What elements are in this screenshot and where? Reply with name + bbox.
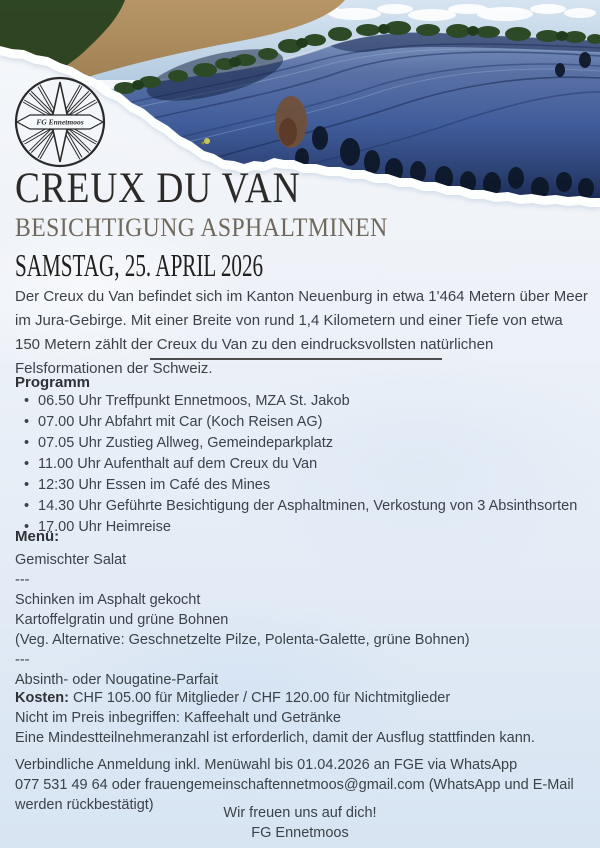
program-item: • 11.00 Uhr Aufenthalt auf dem Creux du Van: [15, 454, 577, 475]
program-item: • 14.30 Uhr Geführte Besichtigung der Asphaltminen, Verkostung von 3 Absinthsorten: [15, 496, 577, 517]
menu-list: [15, 550, 590, 690]
menu-line: (Veg. Alternative: Geschnetzelte Pilze, Polenta-Galette, grüne Bohnen): [15, 632, 470, 648]
program-item: • 07.00 Uhr Abfahrt mit Car (Koch Reisen AG): [15, 412, 577, 433]
org-logo: [8, 70, 112, 174]
program-item: • 07.05 Uhr Zustieg Allweg, Gemeindeparkplatz: [15, 433, 577, 454]
menu-line: Absinth- oder Nougatine-Parfait: [15, 672, 219, 688]
costs-note-excluded: Nicht im Preis inbegriffen: Kaffeehalt und Getränke: [15, 710, 341, 726]
menu-separator: ---: [15, 572, 30, 588]
menu-heading: Menü:: [15, 528, 60, 545]
program-item: • 12:30 Uhr Essen im Café des Mines: [15, 475, 577, 496]
costs-section: [15, 688, 590, 748]
event-subtitle: BESICHTIGUNG ASPHALTMINEN: [15, 213, 388, 242]
costs-line: [15, 688, 590, 708]
program-list: [15, 391, 577, 538]
costs-label: Kosten:: [15, 690, 69, 706]
divider-line: [150, 358, 442, 360]
page-title: CREUX DU VAN: [15, 165, 301, 212]
menu-line: Gemischter Salat: [15, 552, 127, 568]
registration-line: Verbindliche Anmeldung inkl. Menüwahl bis 01.04.2026 an FGE via WhatsApp: [15, 757, 518, 773]
org-name: FG Ennetmoos: [251, 825, 349, 841]
intro-paragraph: Der Creux du Van befindet sich im Kanton Neuenburg in etwa 1'464 Metern über Meer im Jura-Gebirge. Mit einer Breite von rund 1,4 Kilometern und einer Tiefe von etwa 150 Metern zählt der Creux du Van zu den eindrucksvollsten natürlichen Felsformationen der Schweiz.: [15, 288, 588, 377]
closing-line: Wir freuen uns auf dich!: [223, 805, 377, 821]
menu-line: Kartoffelgratin und grüne Bohnen: [15, 612, 229, 628]
costs-note-minimum: Eine Mindestteilnehmeranzahl ist erforderlich, damit der Ausflug stattfinden kann.: [15, 730, 535, 746]
event-date: SAMSTAG, 25. APRIL 2026: [15, 247, 264, 283]
menu-separator: ---: [15, 652, 30, 668]
program-item: • 17.00 Uhr Heimreise: [15, 517, 577, 538]
program-item: • 06.50 Uhr Treffpunkt Ennetmoos, MZA St. Jakob: [15, 391, 577, 412]
registration-line: werden rückbestätigt): [15, 797, 154, 813]
program-heading: Programm: [15, 374, 91, 391]
menu-line: Schinken im Asphalt gekocht: [15, 592, 201, 608]
registration-line: 077 531 49 64 oder frauengemeinschaftennetmoos@gmail.com (WhatsApp und E-Mail: [15, 777, 574, 793]
costs-value: CHF 105.00 für Mitglieder / CHF 120.00 für Nichtmitglieder: [68, 690, 451, 706]
logo-text: FG Ennetmoos: [36, 117, 84, 127]
